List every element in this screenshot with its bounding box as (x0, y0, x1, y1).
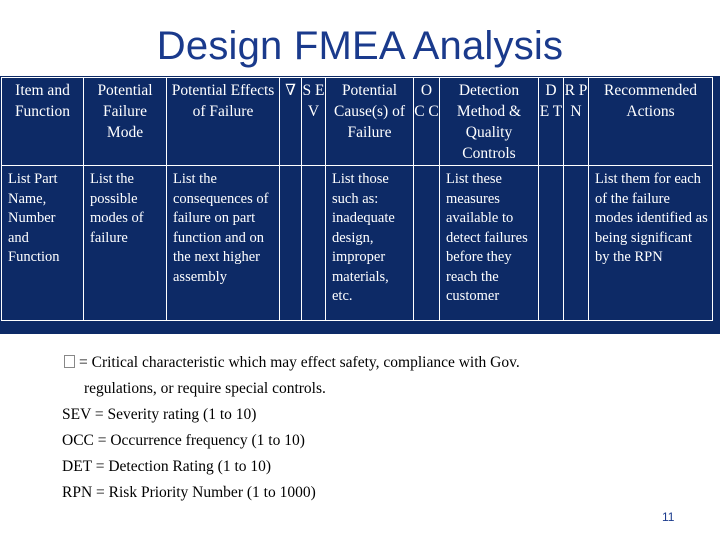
cell-det (539, 166, 564, 321)
legend-rpn: RPN = Risk Priority Number (1 to 1000) (62, 484, 316, 501)
header-causes: Potential Cause(s) of Failure (326, 78, 414, 166)
legend (62, 350, 622, 506)
legend-det: DET = Detection Rating (1 to 10) (62, 458, 272, 475)
cell-item-function: List Part Name, Number and Function (2, 166, 84, 321)
slide-title: Design FMEA Analysis (156, 24, 564, 68)
fmea-table (1, 77, 713, 321)
header-failure-mode: Potential Failure Mode (84, 78, 167, 166)
critical-symbol-box-icon (64, 355, 75, 368)
header-occ: O C C (414, 78, 440, 166)
cell-causes: List those such as: inadequate design, improper materials, etc. (326, 166, 414, 321)
legend-critical-line2: regulations, or require special controls. (84, 380, 326, 397)
cell-recommended-actions: List them for each of the failure modes identified as being significant by the RPN (589, 166, 713, 321)
header-item-function: Item and Function (2, 78, 84, 166)
cell-detection: List these measures available to detect failures before they reach the customer (440, 166, 539, 321)
table-row (2, 166, 713, 321)
header-detection: Detection Method & Quality Controls (440, 78, 539, 166)
page-number: 11 (662, 510, 675, 524)
header-critical-symbol: ∇ (280, 78, 302, 166)
legend-critical (62, 350, 622, 376)
legend-occ: OCC = Occurrence frequency (1 to 10) (62, 432, 305, 449)
cell-effects: List the consequences of failure on part function and on the next higher assembly (167, 166, 280, 321)
header-rpn: R P N (564, 78, 589, 166)
cell-critical-symbol (280, 166, 302, 321)
table-header-row (2, 78, 713, 166)
cell-sev (302, 166, 326, 321)
header-sev: S E V (302, 78, 326, 166)
cell-failure-mode: List the possible modes of failure (84, 166, 167, 321)
legend-sev: SEV = Severity rating (1 to 10) (62, 406, 257, 423)
header-recommended-actions: Recommended Actions (589, 78, 713, 166)
header-effects: Potential Effects of Failure (167, 78, 280, 166)
cell-rpn (564, 166, 589, 321)
legend-critical-line1: = Critical characteristic which may effect safety, compliance with Gov. (79, 354, 520, 371)
cell-occ (414, 166, 440, 321)
header-det: D E T (539, 78, 564, 166)
